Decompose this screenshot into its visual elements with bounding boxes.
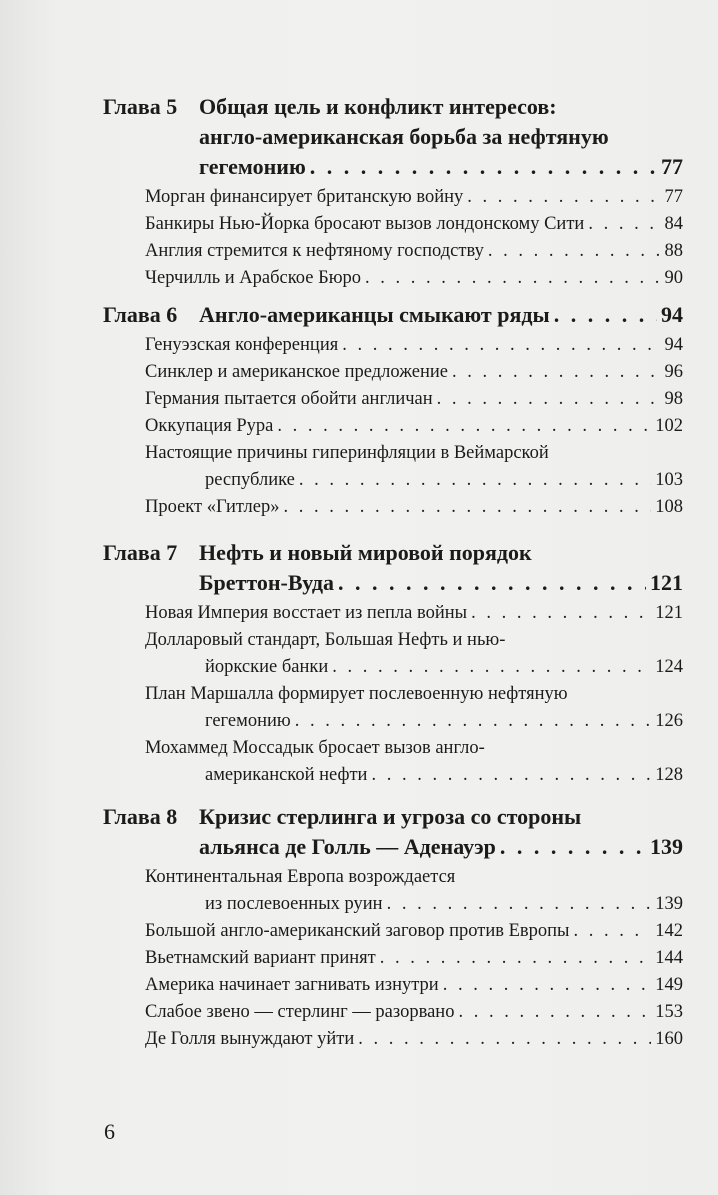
- dot-leader: [277, 413, 651, 440]
- chapter-title-line: [199, 300, 683, 330]
- dot-leader: [283, 494, 651, 521]
- dot-leader: [332, 654, 651, 681]
- section-title: Вьетнамский вариант принят: [145, 948, 376, 968]
- section-title: Проект «Гитлер»: [145, 497, 280, 517]
- section-entry-line: [205, 891, 683, 918]
- section-page-number: 121: [655, 603, 683, 623]
- dot-leader: [299, 467, 651, 494]
- section-title: гегемонию: [205, 711, 291, 731]
- section-page-number: 102: [655, 416, 683, 436]
- chapter-page-number: 121: [650, 570, 683, 595]
- section-title: Континентальная Европа возрождается: [145, 867, 456, 887]
- section-title: американской нефти: [205, 765, 368, 785]
- dot-leader: [380, 945, 652, 972]
- section-entry-line: [145, 211, 683, 238]
- section-entry-line: [145, 864, 683, 891]
- section-page-number: 98: [664, 389, 683, 409]
- dot-leader: [338, 568, 646, 598]
- section-title: Генуэзская конференция: [145, 335, 339, 355]
- chapter-title-text: Англо-американцы смыкают ряды: [199, 302, 550, 327]
- section-page-number: 84: [664, 214, 683, 234]
- dot-leader: [500, 832, 646, 862]
- section-entry-line: [145, 627, 683, 654]
- section-entry-line: [145, 413, 683, 440]
- chapter-page-number: 77: [661, 154, 683, 179]
- chapter-page-number: 139: [650, 834, 683, 859]
- section-entry-line: [205, 708, 683, 735]
- chapter-title-line: [199, 122, 683, 152]
- dot-leader: [588, 211, 660, 238]
- section-page-number: 144: [655, 948, 683, 968]
- section-entry-line: [145, 1026, 683, 1053]
- page-number: 6: [104, 1119, 115, 1144]
- section-title: Черчилль и Арабское Бюро: [145, 268, 362, 288]
- section-entry-line: [145, 681, 683, 708]
- chapter-number: Глава 5: [103, 94, 178, 119]
- section-title: Синклер и американское предложение: [145, 362, 448, 382]
- section-entry-line: [145, 265, 683, 292]
- chapter-number: Глава 8: [103, 804, 178, 829]
- section-page-number: 108: [655, 497, 683, 517]
- section-title: йоркские банки: [205, 657, 329, 677]
- section-title: Америка начинает загнивать изнутри: [145, 975, 439, 995]
- dot-leader: [365, 265, 660, 292]
- chapter-number: Глава 7: [103, 540, 178, 565]
- section-title: Настоящие причины гиперинфляции в Веймарской: [145, 443, 549, 463]
- chapter-title-text: альянса де Голль — Аденауэр: [199, 834, 496, 859]
- dot-leader: [573, 918, 651, 945]
- section-title: республике: [205, 470, 295, 490]
- section-entry-line: [145, 918, 683, 945]
- dot-leader: [488, 238, 661, 265]
- dot-leader: [342, 332, 660, 359]
- section-page-number: 126: [655, 711, 683, 731]
- dot-leader: [471, 600, 651, 627]
- section-entry-line: [145, 332, 683, 359]
- dot-leader: [452, 359, 661, 386]
- dot-leader: [437, 386, 661, 413]
- chapter-title-line: [199, 92, 683, 122]
- dot-leader: [358, 1026, 651, 1053]
- section-entry-line: [145, 972, 683, 999]
- chapter-number: Глава 6: [103, 302, 178, 327]
- dot-leader: [371, 762, 651, 789]
- chapter-title-line: [199, 832, 683, 862]
- dot-leader: [467, 184, 660, 211]
- section-page-number: 96: [664, 362, 683, 382]
- chapter-title-text: Кризис стерлинга и угроза со стороны: [199, 804, 582, 829]
- section-page-number: 149: [655, 975, 683, 995]
- section-title: Англия стремится к нефтяному господству: [145, 241, 484, 261]
- section-page-number: 77: [664, 187, 683, 207]
- section-entry-line: [145, 440, 683, 467]
- chapter-page-number: 94: [661, 302, 683, 327]
- section-page-number: 128: [655, 765, 683, 785]
- section-page-number: 88: [664, 241, 683, 261]
- section-entry-line: [145, 494, 683, 521]
- section-entry-line: [145, 238, 683, 265]
- chapter-title-text: Нефть и новый мировой порядок: [199, 540, 532, 565]
- section-entry-line: [205, 762, 683, 789]
- section-title: Германия пытается обойти англичан: [145, 389, 433, 409]
- section-page-number: 160: [655, 1029, 683, 1049]
- section-title: Морган финансирует британскую войну: [145, 187, 464, 207]
- section-entry-line: [205, 467, 683, 494]
- section-title: Банкиры Нью-Йорка бросают вызов лондонскому Сити: [145, 214, 585, 234]
- section-title: из послевоенных руин: [205, 894, 383, 914]
- section-title: Слабое звено — стерлинг — разорвано: [145, 1002, 455, 1022]
- section-title: Долларовый стандарт, Большая Нефть и нью-: [145, 630, 506, 650]
- dot-leader: [554, 300, 657, 330]
- section-page-number: 94: [664, 335, 683, 355]
- section-page-number: 103: [655, 470, 683, 490]
- chapter-title-line: [199, 802, 683, 832]
- section-entry-line: [205, 654, 683, 681]
- dot-leader: [387, 891, 652, 918]
- dot-leader: [458, 999, 651, 1026]
- dot-leader: [295, 708, 652, 735]
- chapter-title-text: Общая цель и конфликт интересов:: [199, 94, 557, 119]
- section-page-number: 142: [655, 921, 683, 941]
- section-page-number: 139: [655, 894, 683, 914]
- section-entry-line: [145, 184, 683, 211]
- section-entry-line: [145, 999, 683, 1026]
- section-title: Мохаммед Моссадык бросает вызов англо-: [145, 738, 485, 758]
- chapter-title-line: [199, 538, 683, 568]
- section-title: Оккупация Рура: [145, 416, 274, 436]
- section-title: План Маршалла формирует послевоенную нефтяную: [145, 684, 568, 704]
- chapter-title-text: англо-американская борьба за нефтяную: [199, 124, 609, 149]
- section-page-number: 153: [655, 1002, 683, 1022]
- section-title: Де Голля вынуждают уйти: [145, 1029, 355, 1049]
- section-entry-line: [145, 600, 683, 627]
- chapter-title-line: [199, 152, 683, 182]
- section-title: Большой англо-американский заговор против Европы: [145, 921, 570, 941]
- dot-leader: [310, 152, 657, 182]
- section-page-number: 90: [664, 268, 683, 288]
- dot-leader: [443, 972, 652, 999]
- chapter-title-text: Бреттон-Вуда: [199, 570, 334, 595]
- section-entry-line: [145, 735, 683, 762]
- section-entry-line: [145, 386, 683, 413]
- section-entry-line: [145, 945, 683, 972]
- chapter-title-text: гегемонию: [199, 154, 306, 179]
- chapter-title-line: [199, 568, 683, 598]
- section-title: Новая Империя восстает из пепла войны: [145, 603, 468, 623]
- section-page-number: 124: [655, 657, 683, 677]
- section-entry-line: [145, 359, 683, 386]
